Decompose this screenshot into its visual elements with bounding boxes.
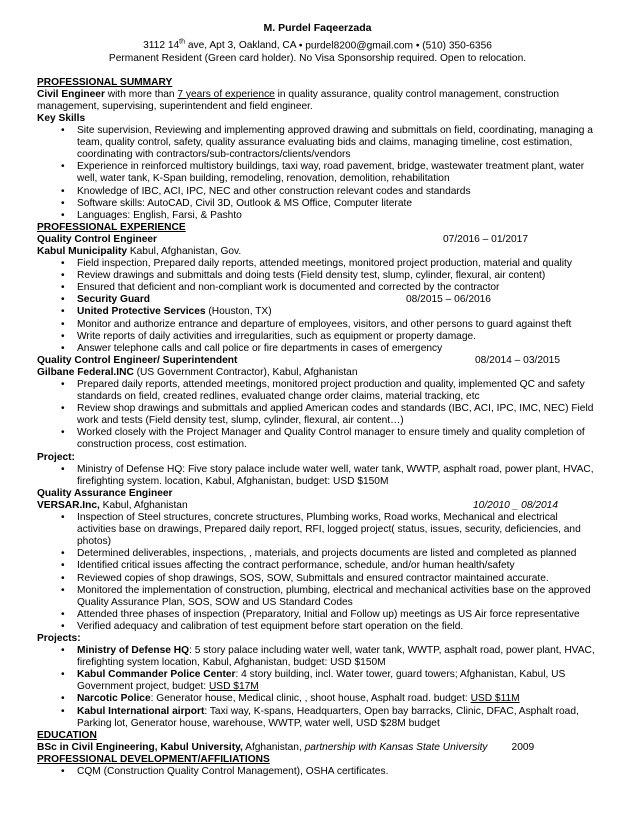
phone: (510) 350-6356	[422, 40, 492, 52]
list-item: • Software skills: AutoCAD, Civil 3D, Outlook & MS Office, Computer literate	[37, 198, 598, 210]
project-list	[37, 645, 598, 730]
education-entry: BSc in Civil Engineering, Kabul University, Afghanistan, partnership with Kansas State University 2009	[37, 741, 535, 753]
job-bullets	[37, 258, 598, 355]
development-list	[37, 766, 598, 778]
list-item: • Reviewed copies of shop drawings, SOS, SOW, Submittals and ensured contractor maintained accurate.	[37, 573, 598, 585]
list-item: • Field inspection, Prepared daily reports, attended meetings, monitored project production, material and quality	[37, 258, 598, 270]
list-item: • Attended three phases of inspection (Preparatory, Initial and Follow up) meetings as US Air force representative	[37, 609, 598, 621]
list-item: • Kabul International airport: Taxi way, K-spans, Headquarters, Open bay barracks, Clinic, DFAC, Asphalt road, Parking lot, Generator house, warehouse, WWTP, water well, USD $28M budget	[37, 706, 598, 730]
job-employer: Kabul Municipality Kabul, Afghanistan, Gov.	[37, 245, 242, 257]
list-item: • Ensured that deficient and non-compliant work is documented and corrected by the contractor	[37, 282, 598, 294]
list-item: • Languages: English, Farsi, & Pashto	[37, 210, 598, 222]
list-item: • Identified critical issues affecting the contract performance, schedule, and/or human health/safety	[37, 560, 598, 572]
list-item: • Inspection of Steel structures, concrete structures, Plumbing works, Road works, Mechanical and electrical activities base on drawings, Prepared daily report, RFI, logged project( status, issues, security, deficiencies, and photos)	[37, 512, 598, 548]
list-item: • Narcotic Police: Generator house, Medical clinic, , shoot house, Asphalt road. budget: USD $11M	[37, 693, 598, 705]
experience-heading: PROFESSIONAL EXPERIENCE	[37, 221, 186, 233]
list-item: • Write reports of daily activities and irregularities, such as equipment or property damage.	[37, 331, 598, 343]
project-list	[37, 464, 598, 488]
list-item: • Experience in reinforced multistory buildings, taxi way, road pavement, bridge, wastewater treatment plant, water well, water tank, K-Span building, remodeling, renovation, demolition, rehabilitation	[37, 161, 598, 185]
education-heading: EDUCATION	[37, 729, 97, 741]
list-item: • Review shop drawings and submittals and applied American codes and standards (IBC, ACI, IPC, IMC, NEC) Field work and tests (Field density test, slump, cylinder, flexural, air content…)	[37, 403, 598, 427]
address: 3112 14th ave, Apt 3, Oakland, CA	[143, 39, 297, 52]
list-item: • Monitored the implementation of construction, plumbing, electrical and mechanical activities base on the approved Quality Assurance Plan, SOS, SOW and US Standard Codes	[37, 585, 598, 609]
status-line: Permanent Resident (Green card holder). No Visa Sponsorship required. Open to relocation.	[108, 52, 527, 64]
email: purdel8200@gmail.com	[305, 40, 413, 52]
candidate-name: M. Purdel Faqeerzada	[263, 22, 372, 34]
list-item: • Ministry of Defense HQ: Five story palace include water well, water tank, WWTP, asphalt road, power plant, HVAC, firefighting system. location, Kabul, Afghanistan, budget: USD $150M	[37, 464, 598, 488]
job-employer: VERSAR.Inc, Kabul, Afghanistan 10/2010 _ 08/2014	[37, 499, 558, 511]
job-title: Quality Control Engineer/ Superintendent	[37, 354, 238, 366]
list-item: • Verified adequacy and calibration of test equipment before start operation on the field.	[37, 621, 598, 633]
summary-heading: PROFESSIONAL SUMMARY	[37, 76, 173, 88]
list-item: • Security Guard 08/2015 – 06/2016	[37, 294, 598, 306]
education-year: 2009	[511, 741, 535, 753]
job-title: Quality Assurance Engineer	[37, 487, 173, 499]
list-item: • Knowledge of IBC, ACI, IPC, NEC and other construction relevant codes and standards	[37, 186, 598, 198]
project-label: Project:	[37, 451, 75, 463]
job-dates: 10/2010 _ 08/2014	[473, 499, 558, 511]
job-employer: Gilbane Federal.INC (US Government Contractor), Kabul, Afghanistan	[37, 366, 358, 378]
job-dates: 07/2016 – 01/2017	[443, 233, 528, 245]
list-item: • Prepared daily reports, attended meetings, monitored project production and quality, implemented QC and safety standards on field, created redlines, evaluated change order claims, material tracking, etc	[37, 379, 598, 403]
job-dates: 08/2014 – 03/2015	[475, 354, 560, 366]
list-item: • Determined deliverables, inspections, , materials, and projects documents are listed and completed as planned	[37, 548, 598, 560]
list-item: • Worked closely with the Project Manager and Quality Control manager to ensure timely and quality completion of construction process, cost estimation.	[37, 427, 598, 451]
development-heading: PROFESSIONAL DEVELOPMENT/AFFILIATIONS	[37, 753, 270, 765]
list-item: • CQM (Construction Quality Control Management), OSHA certificates.	[37, 766, 598, 778]
list-item: • United Protective Services (Houston, TX)	[37, 306, 598, 318]
list-item: • Site supervision, Reviewing and implementing approved drawing and submittals on field, coordinating, managing a team, quality control, safety, quality assurance evaluating bids and claims, managing timeline, cost estimation, coordinating with contractors/sub-contractors/clients/vendors	[37, 125, 598, 161]
skills-list	[37, 125, 598, 222]
job-header	[37, 355, 598, 367]
list-item: • Kabul Commander Police Center: 4 story building, incl. Water tower, guard towers; Afghanistan, Kabul, US Government project, budget: USD $17M	[37, 669, 598, 693]
list-item: • Monitor and authorize entrance and departure of employees, visitors, and other persons to guard against theft	[37, 319, 598, 331]
job-title: Quality Control Engineer	[37, 233, 157, 245]
job-header	[37, 234, 598, 246]
projects-label: Projects:	[37, 632, 81, 644]
summary-text: Civil Engineer with more than 7 years of experience in quality assurance, quality control management, construction management, supervising, superintendent and field engineer.	[37, 88, 560, 112]
job-bullets	[37, 379, 598, 452]
list-item: • Ministry of Defense HQ: 5 story palace including water well, water tank, WWTP, asphalt road, power plant, HVAC, firefighting system location, Kabul, Afghanistan, budget: USD $150M	[37, 645, 598, 669]
skills-heading: Key Skills	[37, 112, 86, 124]
list-item: • Answer telephone calls and call police or fire departments in cases of emergency	[37, 343, 598, 355]
list-item: • Review drawings and submittals and doing tests (Field density test, slump, cylinder, flexural, air content)	[37, 270, 598, 282]
contact-line: 3112 14th ave, Apt 3, Oakland, CA • purdel8200@gmail.com • (510) 350-6356	[143, 39, 492, 52]
job-bullets	[37, 512, 598, 633]
